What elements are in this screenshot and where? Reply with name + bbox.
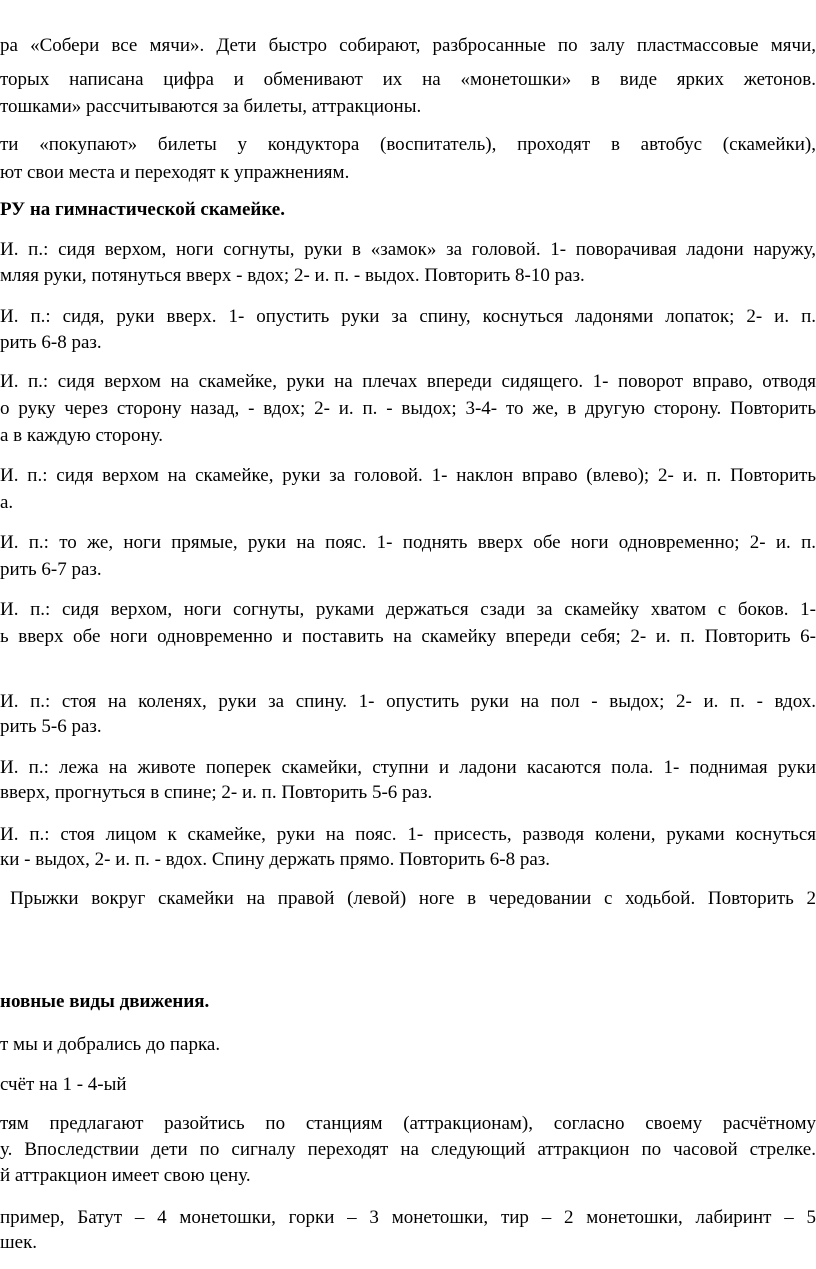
text-line: ти «покупают» билеты у кондуктора (воспитатель), проходят в автобус (скамейки), <box>0 134 816 155</box>
text-line: ь вверх обе ноги одновременно и поставить на скамейку впереди себя; 2- и. п. Повторить 6- <box>0 626 816 647</box>
text-line: ра «Собери все мячи». Дети быстро собирают, разбросанные по залу пластмассовые мячи, <box>0 35 816 56</box>
text-line: пример, Батут – 4 монетошки, горки – 3 монетошки, тир – 2 монетошки, лабиринт – 5 <box>0 1207 816 1228</box>
text-line: Прыжки вокруг скамейки на правой (левой) ноге в чередовании с ходьбой. Повторить 2 <box>10 888 816 909</box>
text-line: вверх, прогнуться в спине; 2- и. п. Повторить 5-6 раз. <box>0 782 433 803</box>
text-line: мляя руки, потянуться вверх - вдох; 2- и. п. - выдох. Повторить 8-10 раз. <box>0 265 585 286</box>
text-line: тям предлагают разойтись по станциям (аттракционам), согласно своему расчётному <box>0 1113 816 1134</box>
text-line: й аттракцион имеет свою цену. <box>0 1165 251 1186</box>
text-line: а. <box>0 492 14 513</box>
text-line: И. п.: сидя верхом, ноги согнуты, руки в «замок» за головой. 1- поворачивая ладони наружу, <box>0 239 816 260</box>
section-heading: новные виды движения. <box>0 991 210 1012</box>
text-line: торых написана цифра и обменивают их на «монетошки» в виде ярких жетонов. <box>0 69 816 90</box>
text-line: рить 5-6 раз. <box>0 716 102 737</box>
text-line: И. п.: стоя лицом к скамейке, руки на пояс. 1- присесть, разводя колени, руками коснуться <box>0 824 816 845</box>
text-line: тошками» рассчитываются за билеты, аттракционы. <box>0 96 422 117</box>
section-heading: РУ на гимнастической скамейке. <box>0 199 285 220</box>
text-line: о руку через сторону назад, - вдох; 2- и. п. - выдох; 3-4- то же, в другую сторону. Повторить <box>0 398 816 419</box>
text-line: рить 6-7 раз. <box>0 559 102 580</box>
text-line: шек. <box>0 1232 38 1253</box>
text-line: ки - выдох, 2- и. п. - вдох. Спину держать прямо. Повторить 6-8 раз. <box>0 849 551 870</box>
text-line: рить 6-8 раз. <box>0 332 102 353</box>
text-line: ют свои места и переходят к упражнениям. <box>0 162 350 183</box>
text-line: у. Впоследствии дети по сигналу переходят на следующий аттракцион по часовой стрелке. <box>0 1139 816 1160</box>
text-line: счёт на 1 - 4-ый <box>0 1074 127 1095</box>
text-line: И. п.: то же, ноги прямые, руки на пояс. 1- поднять вверх обе ноги одновременно; 2- и. п. <box>0 532 816 553</box>
text-line: а в каждую сторону. <box>0 425 164 446</box>
text-line: И. п.: сидя верхом на скамейке, руки на плечах впереди сидящего. 1- поворот вправо, отводя <box>0 371 816 392</box>
text-line: т мы и добрались до парка. <box>0 1034 221 1055</box>
text-line: И. п.: стоя на коленях, руки за спину. 1- опустить руки на пол - выдох; 2- и. п. - вдох. <box>0 691 816 712</box>
text-line: И. п.: сидя верхом, ноги согнуты, руками держаться сзади за скамейку хватом с боков. 1- <box>0 599 816 620</box>
text-line: И. п.: лежа на животе поперек скамейки, ступни и ладони касаются пола. 1- поднимая руки <box>0 757 816 778</box>
text-line: И. п.: сидя, руки вверх. 1- опустить руки за спину, коснуться ладонями лопаток; 2- и. п. <box>0 306 816 327</box>
text-line: И. п.: сидя верхом на скамейке, руки за головой. 1- наклон вправо (влево); 2- и. п. Повторить <box>0 465 816 486</box>
